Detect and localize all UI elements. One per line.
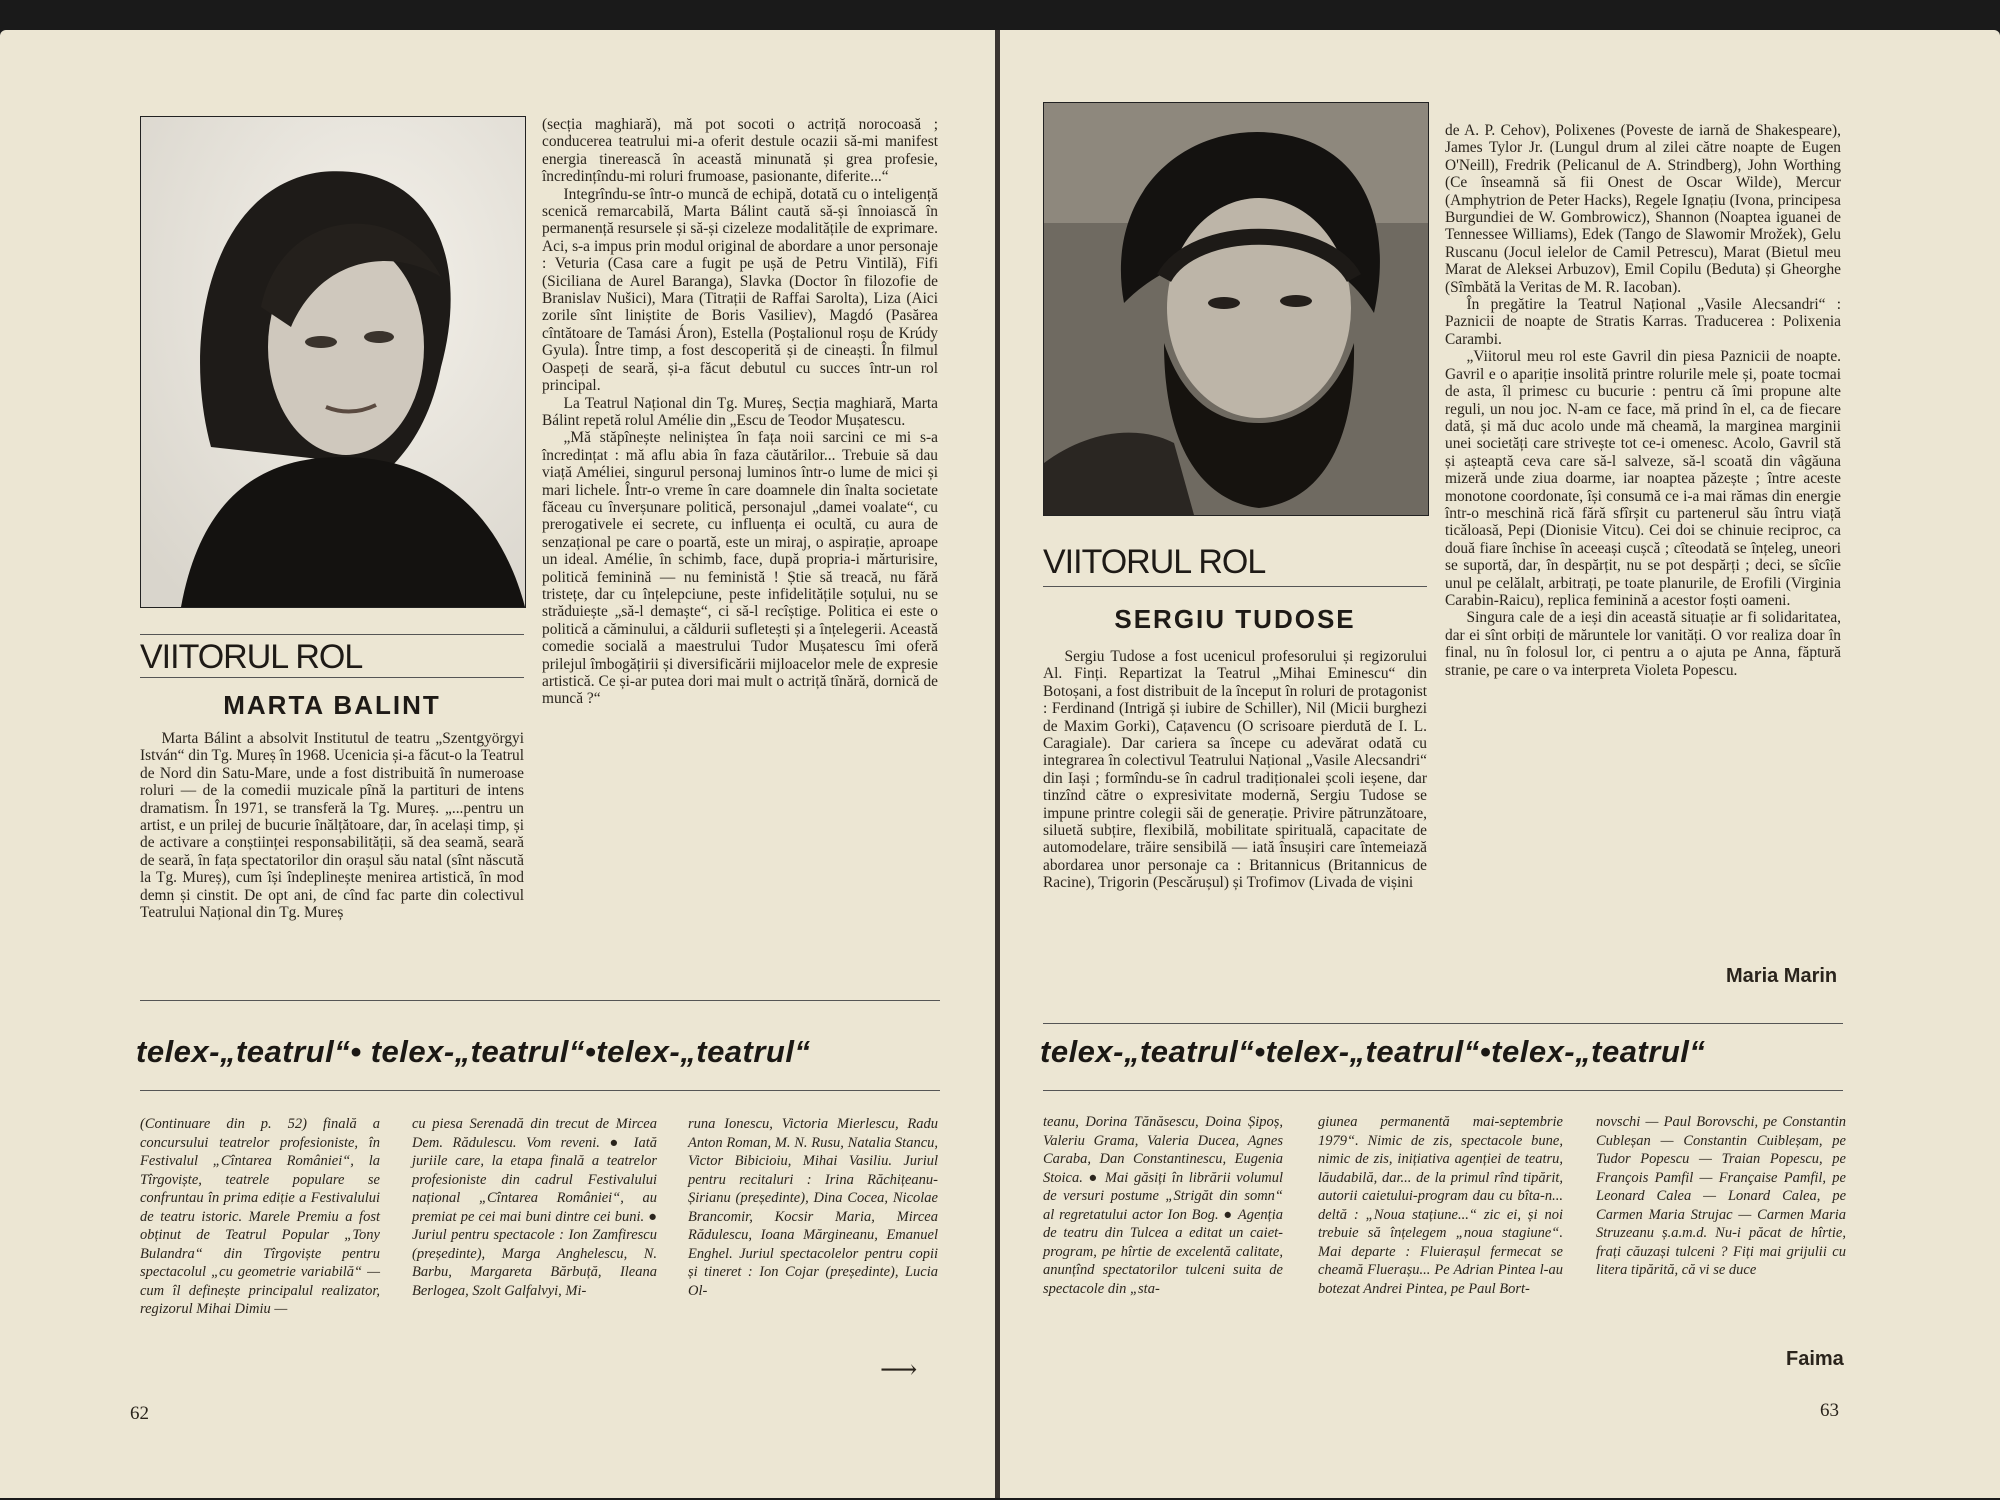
telex-banner: telex-„teatrul“•telex-„teatrul“•telex-„teatrul“: [1040, 1034, 1706, 1069]
actor-name: SERGIU TUDOSE: [1114, 604, 1356, 634]
telex-text: teanu, Dorina Tănăsescu, Doina Șipoș, Valeriu Grama, Valeria Ducea, Agnes Caraba, Dan Constantinescu, Eugenia Stoica. ● Mai găsiți în librării volumul de versuri postume „Strigăt din somn“ al regretatului actor Ion Bog. ● Agenția de teatru din Tulcea a editat un caiet-program, pe hîrtie de excelentă calitate, anunțînd spectatorilor tulceni suita de spectacole din „sta-: [1043, 1114, 1283, 1297]
telex-column-2: [1318, 1113, 1563, 1298]
author-signature: Maria Marin: [1726, 965, 1838, 987]
paragraph: Sergiu Tudose a fost ucenicul profesorului și regizorului Al. Finți. Repartizat la Teatrul „Mihai Eminescu“ din Botoșani, a fost distribuit de la început în roluri de protagonist : Ferdinand (Intrigă și iubire de Schiller), Nil (Micii burghezi de Maxim Gorki), Cațavencu (O scrisoare pierdută de I. L. Caragiale). Dar cariera sa începe cu adevărat odată cu integrarea în colectivul Teatrului Național „Vasile Alecsandri“ din Iași ; formîndu-se în cadrul tradiționalei școli ieșene, dar tinzînd către o expresivitate modernă, Sergiu Tudose se impune printre colegii săi de generație. Privire pătrunzătoare, siluetă subțire, flexibilă, mobilitate spirituală, capacitate de automodelare, trăire sensibilă — iată însușiri care întemeiază abordarea unor personaje ca : Britannicus (Britannicus de Racine), Trigorin (Pescărușul) și Trofimov (Livada de vișini: [1043, 648, 1427, 892]
telex-text: cu piesa Serenadă din trecut de Mircea Dem. Rădulescu. Vom reveni. ● Iată juriile care, la etapa finală a teatrelor profesioniste din cadrul Festivalului național „Cîntarea României“, au premiat pe cei mai buni dintre cei buni. ● Juriul pentru spectacole : Ion Zamfirescu (președinte), Marga Anghelescu, N. Barbu, Margareta Bărbuță, Ileana Berlogea, Szolt Galfalvyi, Mi-: [412, 1116, 657, 1299]
portrait-image: [141, 117, 525, 607]
paragraph: de A. P. Cehov), Polixenes (Poveste de iarnă de Shakespeare), James Tylor Jr. (Lungul drum al zilei către noapte de Eugen O'Neill), Fredrik (Pelicanul de A. Strindberg), John Worthing (Ce înseamnă să fii Onest de Oscar Wilde), Mercur (Amphytrion de Peter Hacks), Regele Ignațiu (Ivona, principesa Burgundiei de W. Gombrowicz), Shannon (Noaptea iguanei de Tennessee Williams), Edek (Tango de Slawomir Mrožek), Gelu Ruscanu (Jocul ielelor de Camil Petrescu), Marat (Bietul meu Marat de Aleksei Arbuzov), Emil Copilu (Beduta) și Gheorghe (Sîmbătă la Veritas de M. R. Iacoban).: [1445, 122, 1841, 296]
telex-column-3: [1596, 1113, 1846, 1280]
telex-rule-bottom: [1043, 1090, 1843, 1091]
heading-rule-top: [140, 634, 524, 635]
paragraph: „Mă stăpînește nelinișteа în fața noii sarcini ce mi s-a încredințat : mă aflu abia în faza căutărilor... Trebuie să dau viață Améliei, singurul personaj luminos într-o lume de mici și mari lichele. Într-o vreme în care doamnele din înalta societate făceau cu înverșunare politică, personajul „damei voalate“, cu prerogativele ei secrete, cu influența ei ocultă, cu aura de senzațional pe care o poartă, este un miraj, o aspirație, aproape un ideal. Amélie, în schimb, face, după propria-i mărturisire, politică feminină — nu feministă ! Știe să treacă, nu fără tristețe, dar cu înțelepciune, peste infidelitățile soțului, nu se străduiește „să-l demaște“, ci să-l recîștige. Politica ei este o politică a căminului, a căldurii sufletești și a înțelegerii. Această comedie socială a maestrului Tudor Mușatescu îmi oferă prilejul îmbogățirii și diversificării mijloacelor mele de expresie artistică. Ce și-ar putea dori mai mult o actriță tînără, dornică de muncă ?“: [542, 429, 938, 708]
telex-rule-bottom: [140, 1090, 940, 1091]
telex-column-1: [140, 1115, 380, 1319]
paragraph: Singura cale de a ieși din această situație ar fi solidaritatea, dar ei sînt orbiți de măruntele lor vanități. O vor realiza doar în final, nu în folosul lor, ci pentru a o ajuta pe Anna, făptură stranie, pe care o va interpreta Violeta Popescu.: [1445, 609, 1841, 679]
telex-signature: Faima: [1786, 1348, 1844, 1370]
paragraph: „Viitorul meu rol este Gavril din piesa Paznicii de noapte. Gavril e o apariție insolită printre rolurile mele și, poate tocmai de asta, îl primesc cu bucurie : pentru că îmi propune alte reguli, un nou joc. N-am ce face, mă prind în el, ca de fiecare dată, și mă duc acolo unde mă cheamă, la marginea marginii unei societăți care strivește tot ce-i omenesc. Acolo, Gavril stă și așteaptă ceva care să-l salveze, să-l scoată din vâgăuna mizeră unde ziua doarme, iar noaptea păzește ; între aceste monotone coordonate, își consumă ce i-a mai rămas din energie într-o meschină rică fără sfîrșit cu partenerul său întru viață ticăloasă, Pepi (Dionisie Vitcu). Cei doi se chinuie reciproc, ca două fiare închise în aceeași cușcă ; cîteodată se înțeleg, uneori se suportă, dar, în despărțit, nu se pot despărți ; deci, se sîcîie unul pe celălalt, arbitrați, pe toate planurile, de Erofili (Virginia Carabin-Raicu), replica feminină a acestor foști oameni.: [1445, 348, 1841, 609]
telex-column-1: [1043, 1113, 1283, 1298]
heading-rule-bottom: [140, 677, 524, 678]
telex-text: runa Ionescu, Victoria Mierlescu, Radu Anton Roman, M. N. Rusu, Natalia Stancu, Victor Bibicioiu, Mihai Vasiliu. Juriul pentru recitaluri : Irina Răchițeanu-Șirianu (președinte), Dina Cocea, Nicolae Brancomir, Kocsir Maria, Mircea Rădulescu, Ioana Mărgineanu, Emanuel Enghel. Juriul spectacolelor pentru copii și tineret : Ion Cojar (președinte), Lucia Ol-: [688, 1116, 938, 1299]
telex-banner: telex-„teatrul“• telex-„teatrul“•telex-„teatrul“: [136, 1034, 811, 1069]
telex-text: giunea permanentă mai-septembrie 1979“. Nimic de zis, spectacole bune, nimic de zis, inițiativa agenției de teatru, lăudabilă, dar... de la primul rînd tipărit, autorii caietului-program dau cu bîta-n... deltă : „Noua stațiune...“ zic ei, și noi trebuie să înțelegem „noua stagiune“. Mai departe : Fluierașul fermecat se cheamă Fluerașu... Pe Adrian Pintea l-au botezat Andrei Pintea, pe Paul Bort-: [1318, 1114, 1563, 1297]
left-page: [0, 30, 995, 1498]
section-heading: VIITORUL ROL: [1043, 543, 1266, 581]
photo-marta-balint: [140, 116, 526, 608]
photo-sergiu-tudose: [1043, 102, 1429, 516]
section-heading: VIITORUL ROL: [140, 638, 363, 676]
article-column-2: [542, 116, 938, 708]
paragraph: Integrîndu-se într-o muncă de echipă, dotată cu o inteligență scenică remarcabilă, Marta Bálint caută să-și înnoiască în permanență resursele și să-și cizeleze modalitățile de exprimare. Aci, s-a impus prin modul original de abordare a unor personaje : Veturia (Casa care a fugit pe ușă de Petru Vintilă), Fifi (Siciliana de Aurel Baranga), Slavka (Doctor în filozofie de Branislav Nušici), Mara (Titrații de Raffai Sarolta), Liza (Aici zorile sînt liniștite de Boris Vasiliev), Magdó (Pasărea cîntătoare de Tamási Áron), Estella (Poștalionul roșu de Krúdy Gyula). Între timp, a fost descoperită și de cineaști. În filmul Oaspeți de seară, și-a făcut debutul cu succes într-un rol principal.: [542, 185, 938, 395]
portrait-image: [1044, 103, 1428, 515]
page-number: 62: [130, 1403, 149, 1424]
paragraph: La Teatrul Național din Tg. Mureș, Secția maghiară, Marta Bálint repetă rolul Amélie din „Escu de Teodor Mușatescu.: [542, 394, 938, 429]
article-column-1: [1043, 648, 1427, 892]
telex-text: novschi — Paul Borovschi, pe Constantin Cubleșan — Constantin Cuibleșam, pe Tudor Popescu — Traian Popescu, pe François Pamfil — Française Pamfil, pe Leonard Calea — Lonard Calea, pe Carmen Maria Strujac — Carmen Maria Struzeanu ș.a.m.d. Nu-i păcat de hîrtie, frați căuzași tulceni ? Fiți mai grijulii cu litera tipărită, că vi se duce: [1596, 1114, 1846, 1278]
right-page: [1000, 30, 2000, 1498]
paragraph: (secția maghiară), mă pot socoti o actriță norocoasă ; conducerea teatrului mi-a oferit destule ocazii să-mi manifest energia tinerească în această minunată și grea profesie, încredințîndu-mi roluri frumoase, pasionante, diferite...“: [542, 116, 938, 186]
telex-text: (Continuare din p. 52) finală a concursului teatrelor profesioniste, în Festivalul „Cîntarea României“, la Tîrgoviște, teatrele populare se confruntau în prima ediție a Festivalului de teatru istoric. Marele Premiu a fost obținut de Teatrul Popular „Tony Bulandra“ din Tîrgoviște pentru spectacolul „cu geometrie variabilă“ — cum îl definește principalul realizator, regizorul Mihai Dimiu —: [140, 1116, 380, 1317]
continue-arrow: ⟶: [880, 1355, 918, 1384]
paragraph: În pregătire la Teatrul Național „Vasile Alecsandri“ : Paznicii de noapte de Stratis Karras. Traducerea : Polixenia Carambi.: [1445, 296, 1841, 348]
paragraph: Marta Bálint a absolvit Institutul de teatru „Szentgyörgyi István“ din Tg. Mureș în 1968. Ucenicia și-a făcut-o la Teatrul de Nord din Satu-Mare, unde a fost distribuită în numeroase roluri — de la comedii muzicale pînă la partituri de intens dramatism. În 1971, se transferă la Tg. Mureș. „...pentru un artist, e un prilej de bucurie înălțătoare, dar, în același timp, și de activare a conștiinței responsabilității, să dea seamă, seară de seară, în fața spectatorilor din orașul său natal (sînt născută la Tg. Mureș), cum își îndeplinește menirea artistică, în mod demn și cinstit. De opt ani, de cînd fac parte din colectivul Teatrului Național din Tg. Mureș: [140, 730, 524, 922]
telex-rule-top: [1043, 1023, 1843, 1024]
actor-name: MARTA BALINT: [223, 690, 441, 720]
telex-column-3: [688, 1115, 938, 1300]
telex-rule-top: [140, 1000, 940, 1001]
article-column-2: [1445, 122, 1841, 679]
telex-column-2: [412, 1115, 657, 1300]
heading-rule-bottom: [1043, 586, 1427, 587]
page-number: 63: [1820, 1400, 1839, 1421]
article-column-1: [140, 730, 524, 921]
